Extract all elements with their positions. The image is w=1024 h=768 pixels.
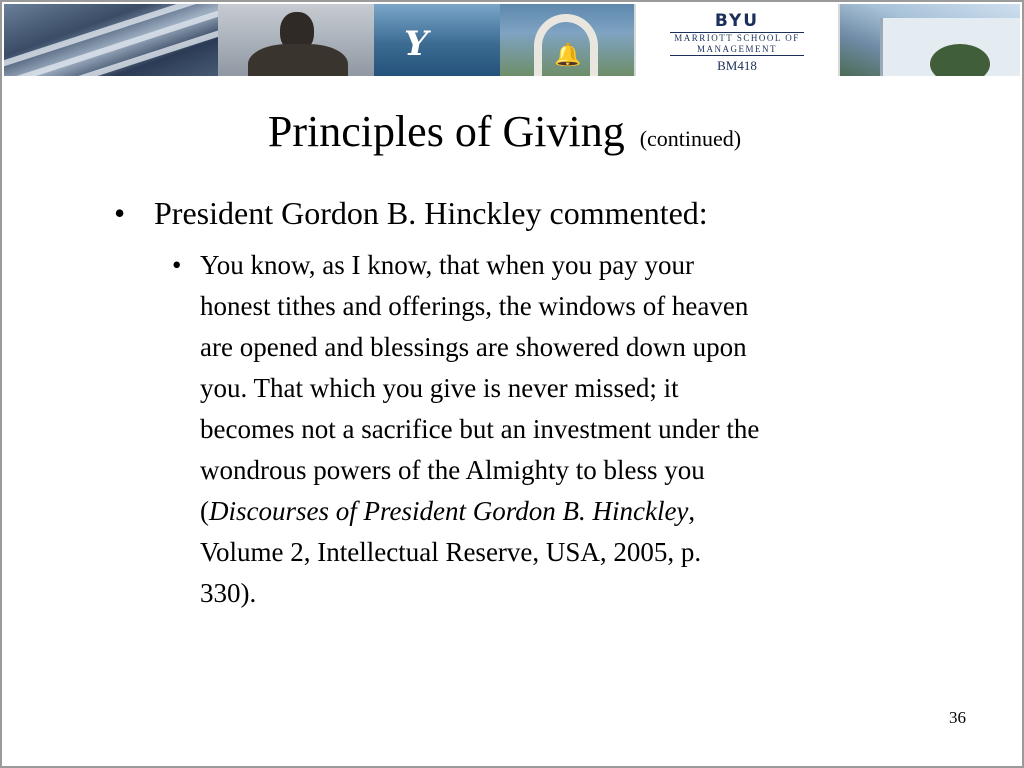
citation-line	[200, 491, 912, 532]
bell-icon: 🔔	[554, 42, 582, 67]
y-mountain-icon: Y	[404, 24, 429, 64]
header-photo-building	[4, 4, 218, 76]
quote-line: becomes not a sacrifice but an investment under the	[200, 414, 760, 444]
quote-text	[200, 245, 912, 614]
quote-line: honest tithes and offerings, the windows of heaven	[200, 291, 749, 321]
slide-title-main: Principles of Giving	[267, 107, 625, 156]
quote-line: are opened and blessings are showered down upon	[200, 332, 747, 362]
page-number: 36	[949, 708, 966, 727]
citation-line: 330).	[200, 578, 257, 608]
slide-title	[2, 104, 1007, 167]
bullet-marker: •	[114, 195, 126, 231]
logo-brand: BYU	[714, 11, 760, 31]
bullet-level1-text: President Gordon B. Hinckley commented:	[154, 195, 708, 231]
citation-book-title: Discourses of President Gordon B. Hinckley	[209, 496, 689, 526]
course-code: BM418	[717, 58, 757, 73]
byu-marriott-logo	[634, 4, 840, 76]
header-banner	[4, 4, 1020, 76]
quote-line: You know, as I know, that when you pay your	[200, 250, 694, 280]
header-photo-statue	[218, 4, 374, 76]
header-photo-bell-arch	[500, 4, 634, 76]
header-photo-mountain-y	[374, 4, 500, 76]
citation-line: Volume 2, Intellectual Reserve, USA, 2005, p.	[200, 537, 702, 567]
logo-school-name: MARRIOTT SCHOOL OF MANAGEMENT	[670, 32, 804, 56]
slide-title-suffix: (continued)	[639, 126, 742, 151]
quote-line: wondrous powers of the Almighty to bless you	[200, 455, 705, 485]
bullet-marker: •	[172, 250, 182, 280]
citation-comma: ,	[688, 496, 696, 526]
citation-open-paren: (	[200, 496, 209, 526]
header-photo-campus	[840, 4, 1020, 76]
quote-line: you. That which you give is never missed; it	[200, 373, 679, 403]
